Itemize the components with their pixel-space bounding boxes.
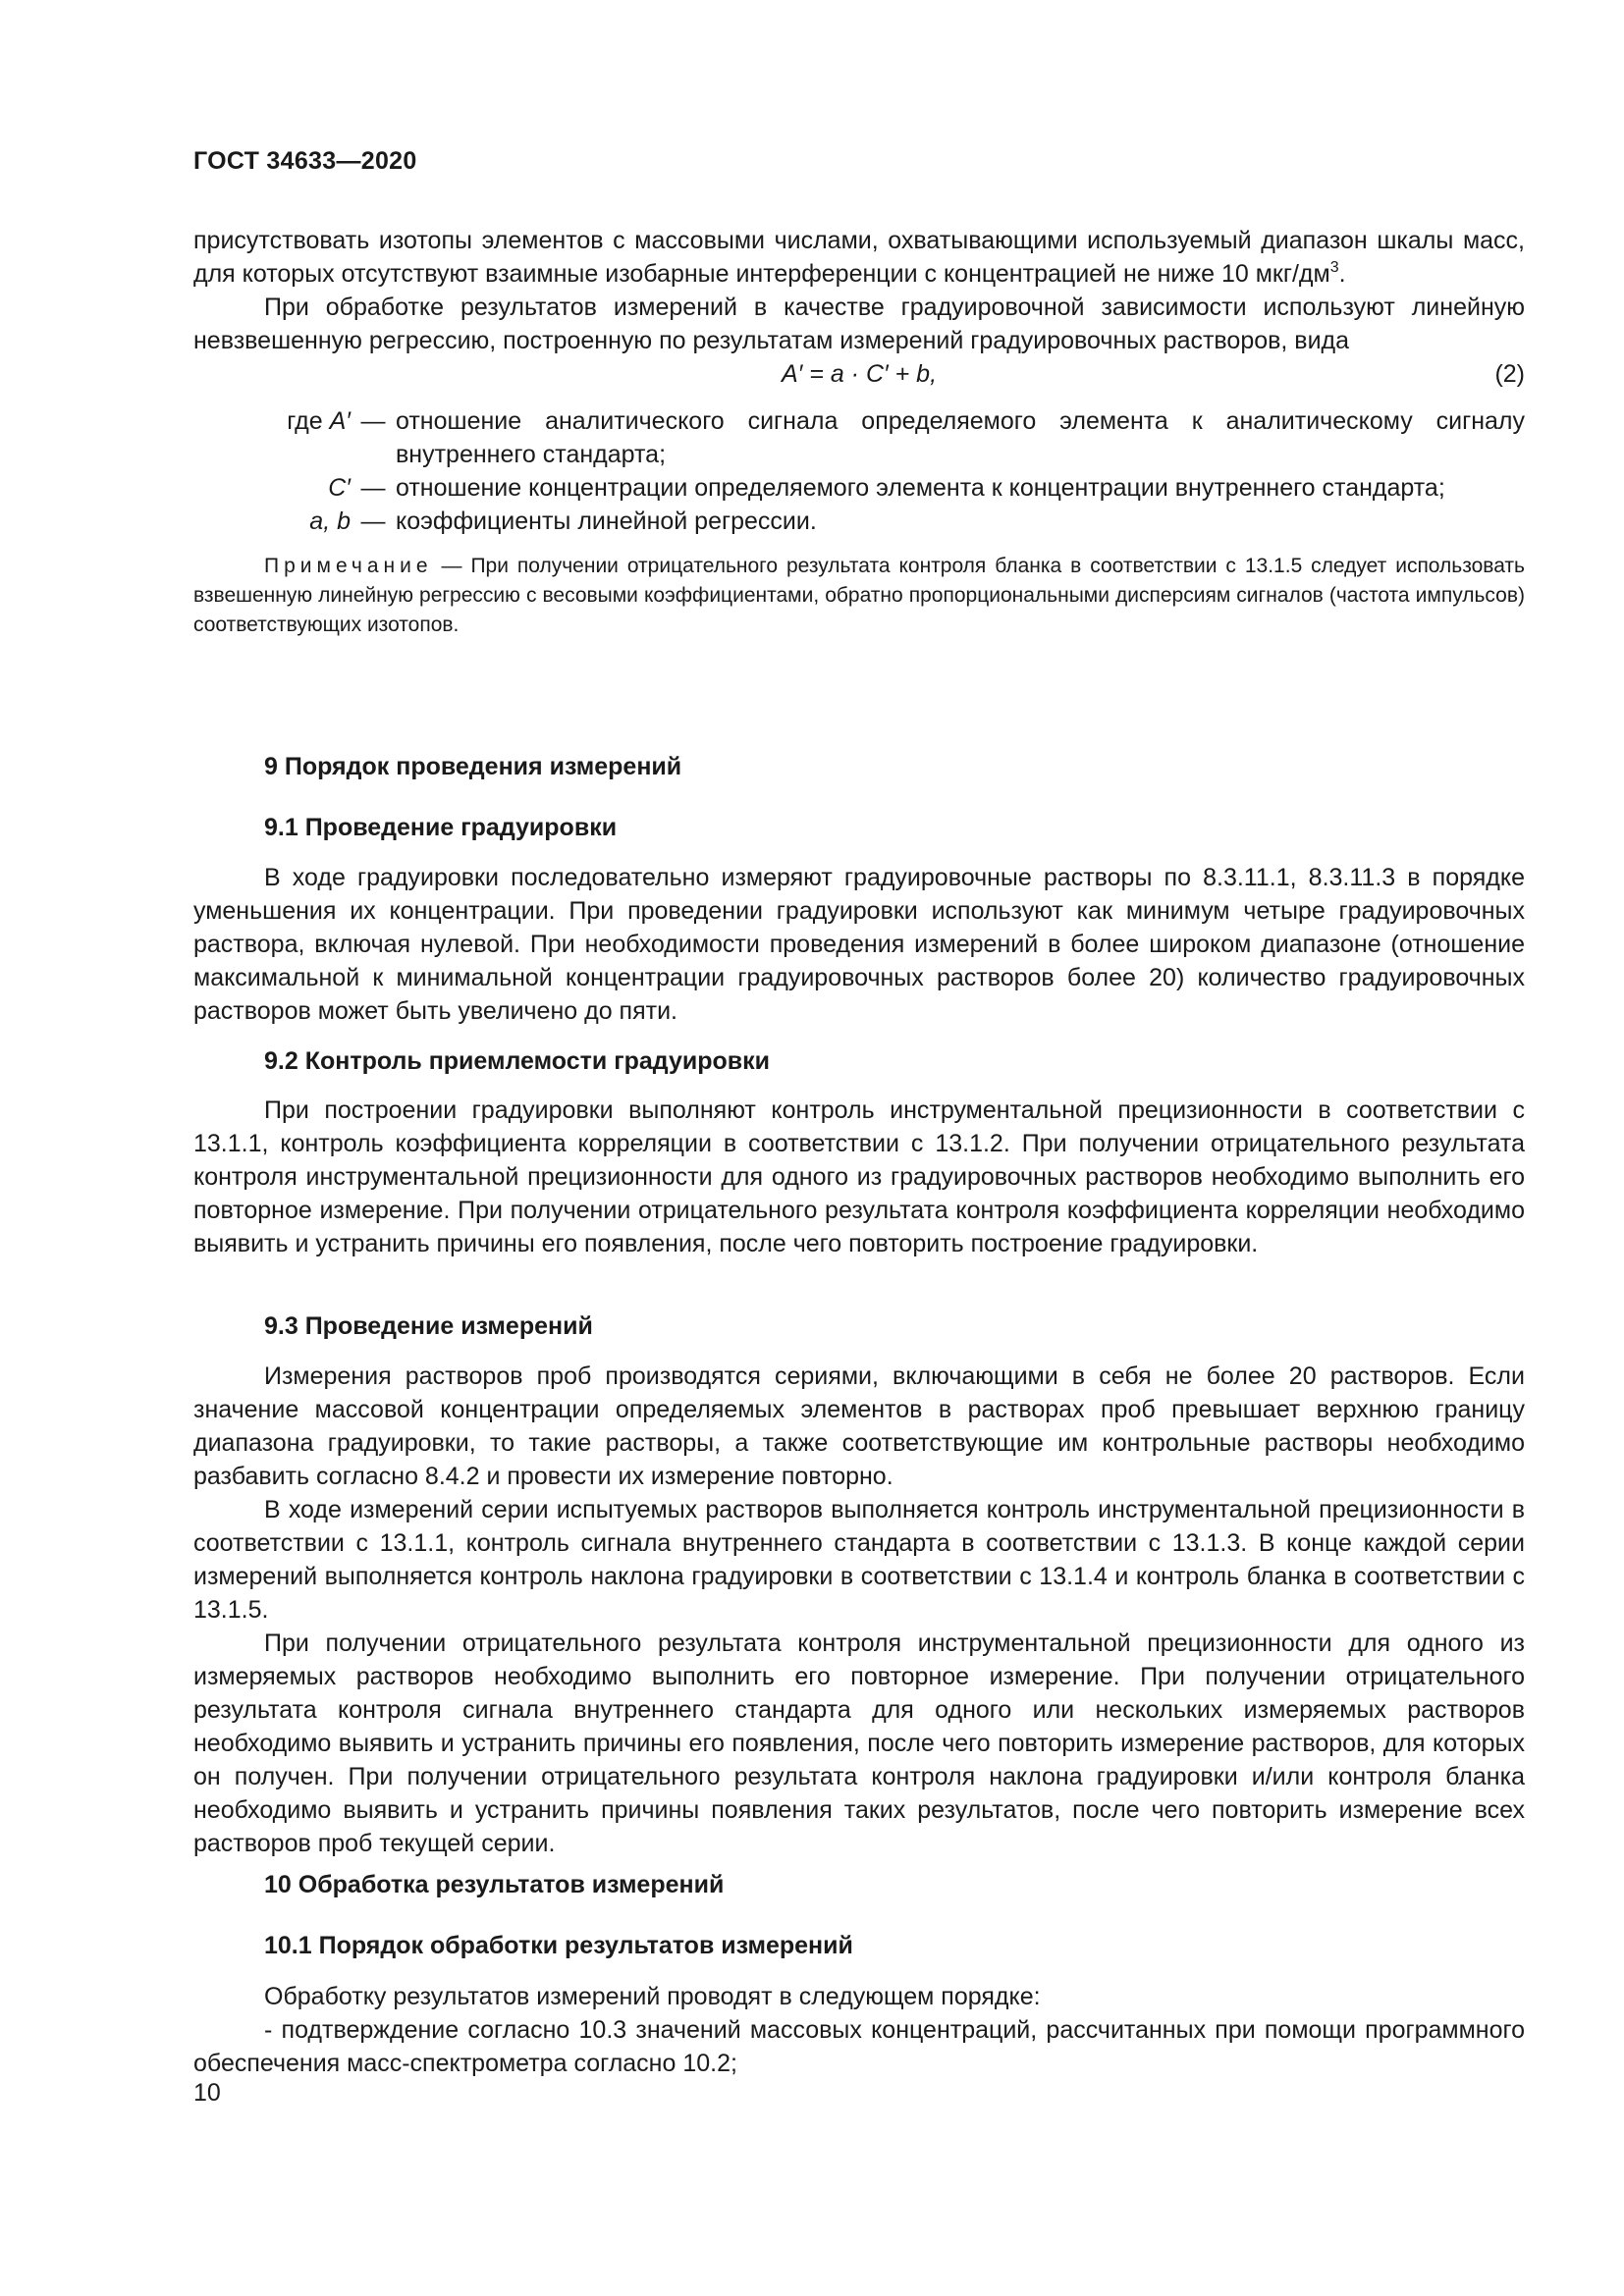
paragraph: В ходе измерений серии испытуемых растворов выполняется контроль инструментальной прецизионности в соответствии с 13.1.1, контроль сигнала внутреннего стандарта в соответствии с 13.1.3. В конце каждой серии измерений выполняется контроль наклона градуировки в соответствии с 13.1.4 и контроль бланка в соответствии с 13.1.5. <box>193 1496 1525 1624</box>
definition-text: коэффициенты линейной регрессии. <box>396 507 817 535</box>
subsection-10-1-body <box>193 1980 1525 2080</box>
subsection-9-2-body <box>193 1094 1525 1260</box>
intro-paragraph-2: При обработке результатов измерений в качестве градуировочной зависимости используют линейную невзвешенную регрессию, построенную по результатам измерений градуировочных растворов, вида <box>193 294 1525 354</box>
paragraph: В ходе градуировки последовательно измеряют градуировочные растворы по 8.3.11.1, 8.3.11.3 в порядке уменьшения их концентрации. При проведении градуировки используют как минимум четыре градуировочных раствора, включая нулевой. При необходимости проведения измерений в более широком диапазоне (отношение максимальной к минимальной концентрации градуировочных растворов более 20) количество градуировочных растворов может быть увеличено до пяти. <box>193 864 1525 1025</box>
superscript: 3 <box>1329 259 1339 276</box>
section-9-heading: 9 Порядок проведения измерений <box>264 753 682 780</box>
definition-row: C′ — отношение концентрации определяемого элемента к концентрации внутреннего стандарта; <box>193 471 1525 505</box>
document-header: ГОСТ 34633—2020 <box>193 147 417 175</box>
note-label: Примечание <box>264 555 433 577</box>
subsection-9-3-body <box>193 1360 1525 1860</box>
definition-row: a, b — коэффициенты линейной регрессии. <box>193 505 1525 538</box>
formula-number: (2) <box>1494 360 1525 388</box>
definition-text: отношение аналитического сигнала определяемого элемента к аналитическому сигналу внутреннего стандарта; <box>396 407 1525 468</box>
subsection-10-1-heading: 10.1 Порядок обработки результатов измерений <box>264 1932 853 1959</box>
subsection-9-1-heading: 9.1 Проведение градуировки <box>264 814 618 841</box>
definition-symbol: a, b <box>309 507 351 535</box>
paragraph: Измерения растворов проб производятся сериями, включающими в себя не более 20 растворов. Если значение массовой концентрации определяемых элементов в растворах проб превышает верхнюю границу диапазона градуировки, то такие растворы, а также соответствующие им контрольные растворы необходимо разбавить согласно 8.4.2 и провести их измерение повторно. <box>193 1362 1525 1490</box>
definition-symbol: C′ <box>328 474 351 502</box>
formula-expression: A′ = a · C′ + b, <box>781 360 938 388</box>
definition-row: где A′ — отношение аналитического сигнала определяемого элемента к аналитическому сигналу внутреннего стандарта; <box>193 404 1525 471</box>
subsection-9-2-heading: 9.2 Контроль приемлемости градуировки <box>264 1047 771 1075</box>
page-number: 10 <box>193 2079 221 2107</box>
formula-definitions <box>193 404 1525 538</box>
paragraph: При построении градуировки выполняют контроль инструментальной прецизионности в соответствии с 13.1.1, контроль коэффициента корреляции в соответствии с 13.1.2. При получении отрицательного результата контроля инструментальной прецизионности для одного из градуировочных растворов необходимо выполнить его повторное измерение. При получении отрицательного результата контроля коэффициента корреляции необходимо выявить и устранить причины его появления, после чего повторить построение градуировки. <box>193 1096 1525 1257</box>
note <box>193 552 1525 640</box>
definition-symbol: A′ <box>329 407 351 435</box>
paragraph: При получении отрицательного результата контроля инструментальной прецизионности для одного из измеряемых растворов необходимо выполнить его повторное измерение. При получении отрицательного результата контроля сигнала внутреннего стандарта для одного или нескольких измеряемых растворов необходимо выявить и устранить причины его появления, после чего повторить измерение растворов, для которых он получен. При получении отрицательного результата контроля наклона градуировки и/или контроля бланка необходимо выявить и устранить причины появления таких результатов, после чего повторить измерение всех растворов проб текущей серии. <box>193 1629 1525 1857</box>
definition-text: отношение концентрации определяемого элемента к концентрации внутреннего стандарта; <box>396 474 1445 502</box>
paragraph: Обработку результатов измерений проводят в следующем порядке: <box>264 1983 1041 2010</box>
list-item: - подтверждение согласно 10.3 значений массовых концентраций, рассчитанных при помощи программного обеспечения масс-спектрометра согласно 10.2; <box>193 2016 1525 2077</box>
note-text: — При получении отрицательного результата контроля бланка в соответствии с 13.1.5 следует использовать взвешенную линейную регрессию с весовыми коэффициентами, обратно пропорциональными дисперсиям сигналов (частота импульсов) соответствующих изотопов. <box>193 555 1525 636</box>
section-10-heading: 10 Обработка результатов измерений <box>264 1871 725 1898</box>
subsection-9-1-body <box>193 861 1525 1028</box>
formula-2 <box>193 357 1525 393</box>
subsection-9-3-heading: 9.3 Проведение измерений <box>264 1312 593 1340</box>
intro-block <box>193 224 1525 640</box>
intro-paragraph-1: присутствовать изотопы элементов с массовыми числами, охватывающими используемый диапазон шкалы масс, для которых отсутствуют взаимные изобарные интерференции с концентрацией не ниже 10 мкг/$дм^3$. <box>193 227 1525 288</box>
